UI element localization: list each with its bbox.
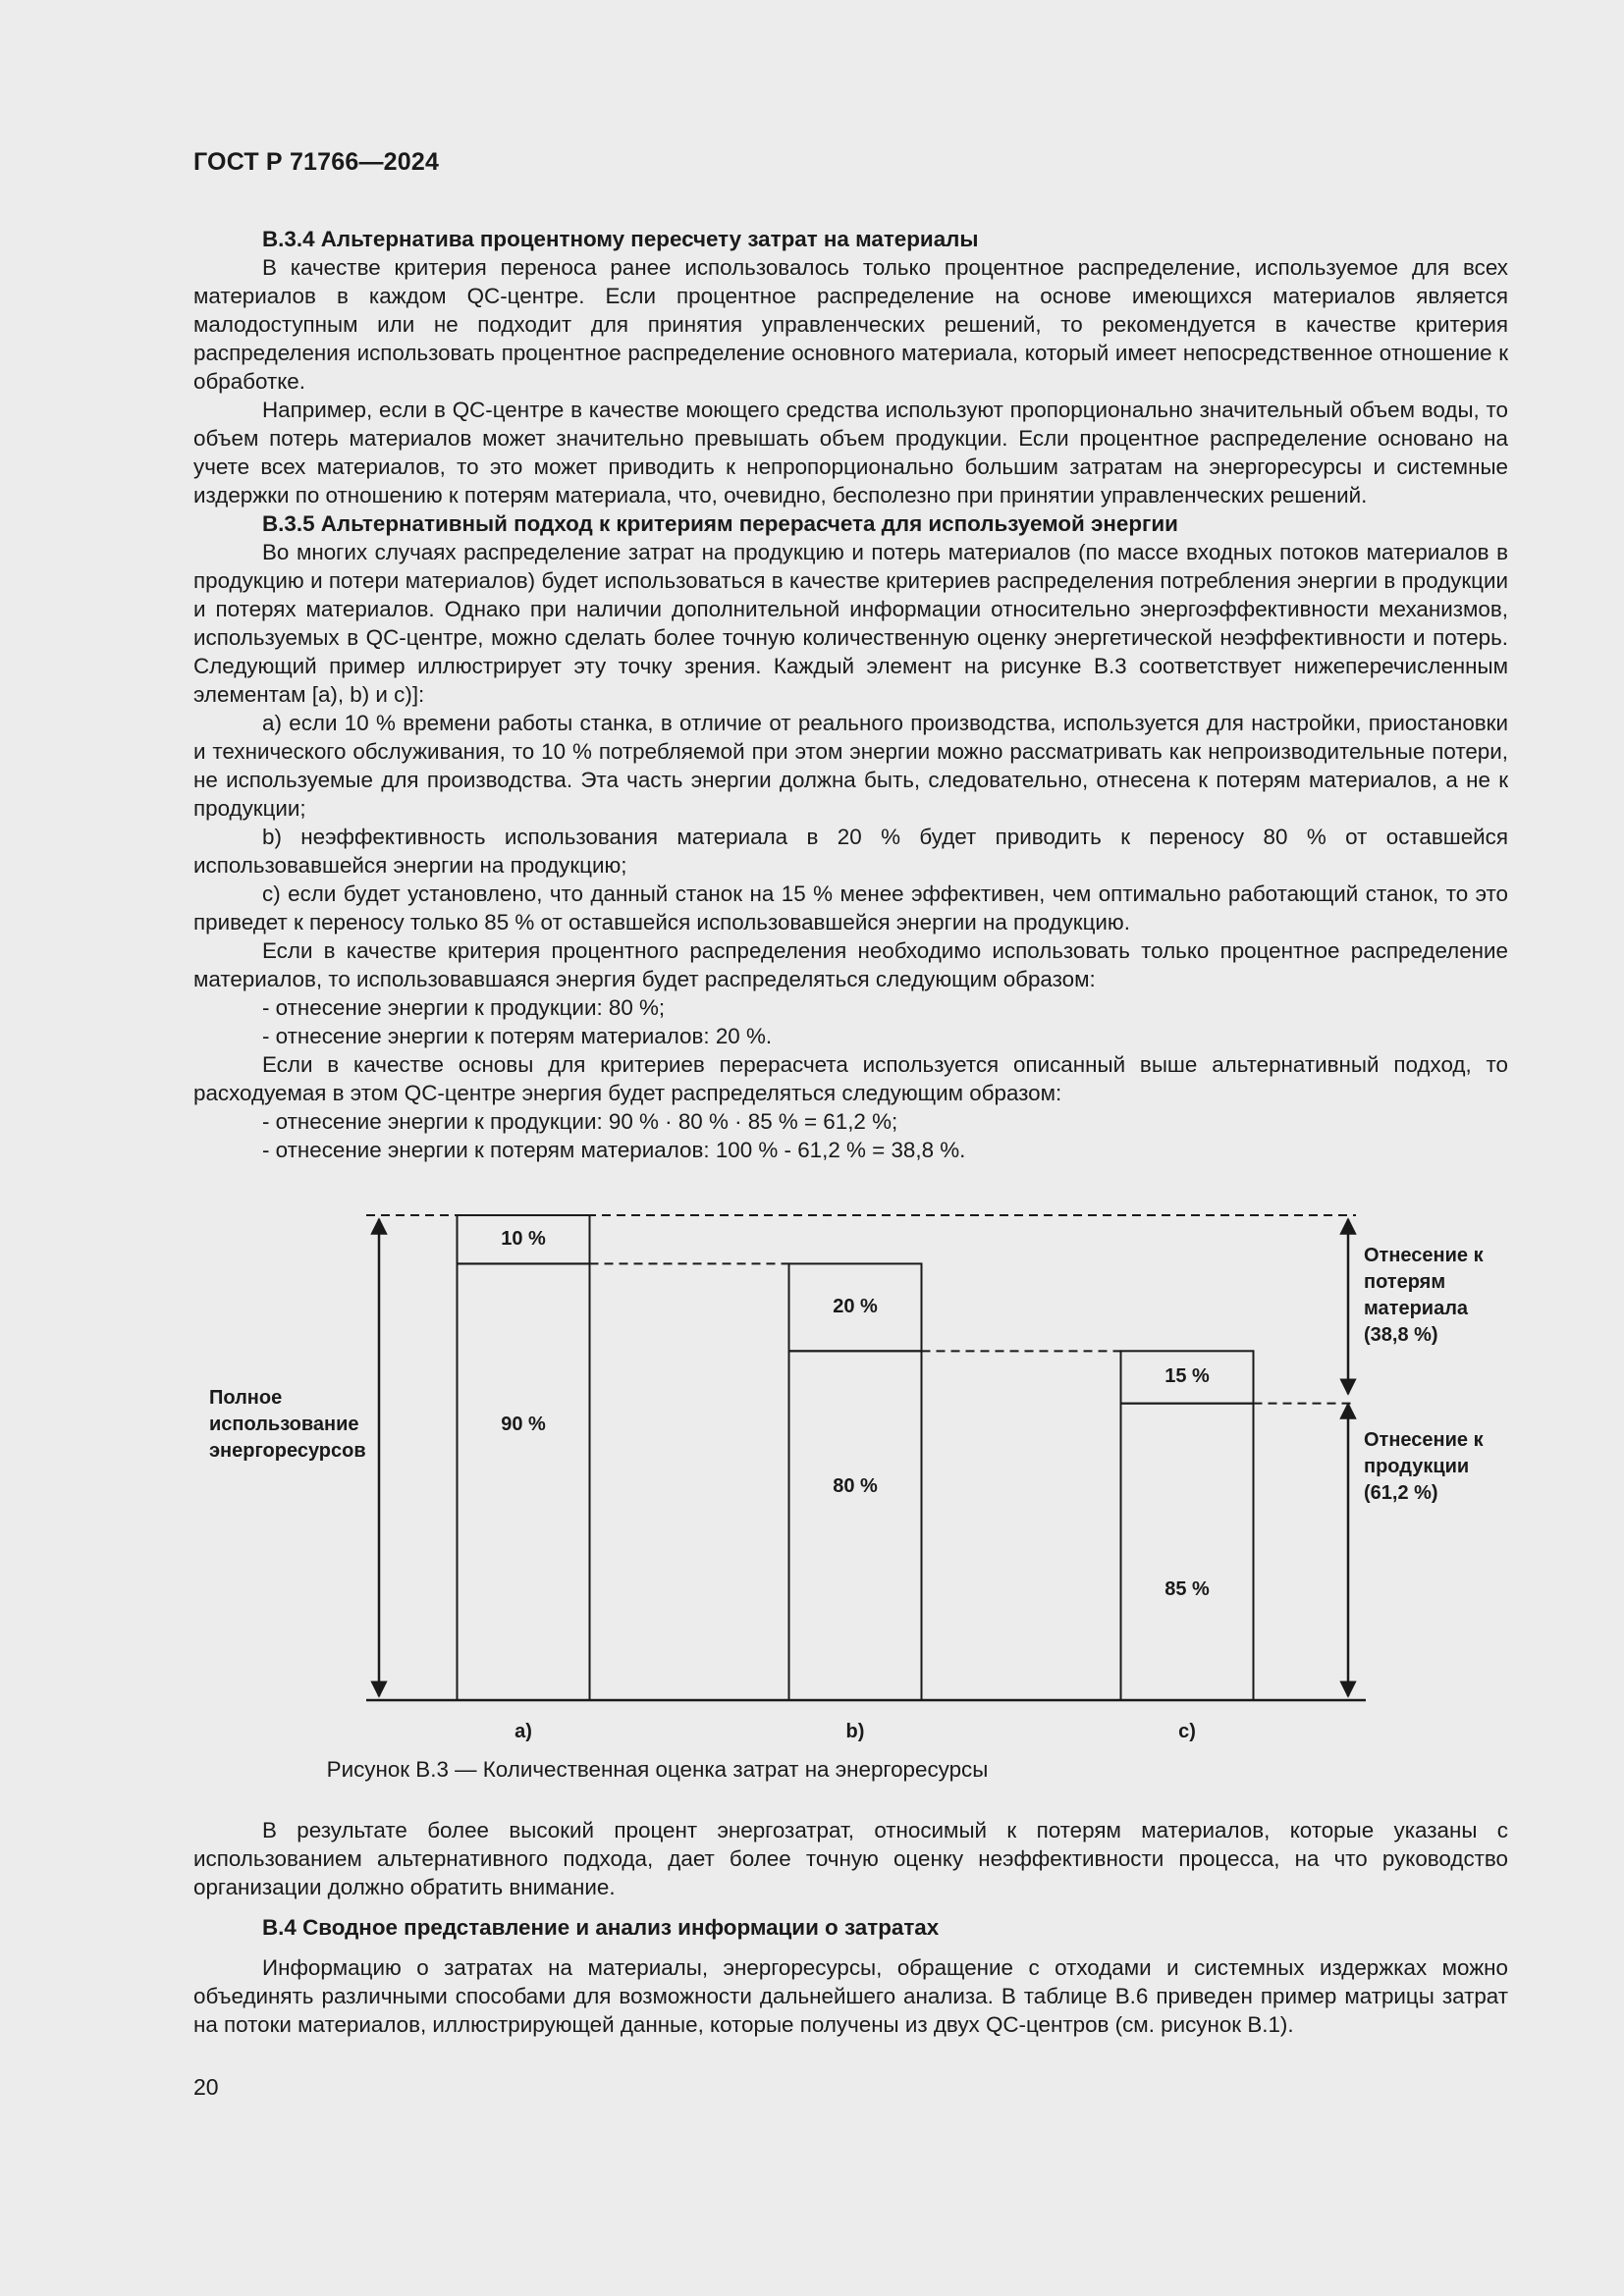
- bar-lower-segment: [1121, 1404, 1254, 1700]
- figure-b3: [193, 1202, 1508, 1791]
- paragraph: Во многих случаях распределение затрат на продукцию и потерь материалов (по массе входных потоков материалов в продукцию и потери материалов) будет использоваться в качестве критериев распределения потребления энергии в продукции и потерях материалов. Однако при наличии дополнительной информации относительно энергоэффективности механизмов, используемых в QC-центре, можно сделать более точную количественную оценку энергетической неэффективности и потерь. Следующий пример иллюстрирует эту точку зрения. Каждый элемент на рисунке В.3 соответствует нижеперечисленным элементам [a), b) и c)]:: [193, 540, 1508, 707]
- dash-list-item: - отнесение энергии к потерям материалов: 20 %.: [262, 1024, 773, 1048]
- section-heading: В.4 Сводное представление и анализ информации о затратах: [262, 1915, 940, 1940]
- list-item-c: c) если будет установлено, что данный станок на 15 % менее эффективен, чем оптимально работающий станок, то это приведет к переносу только 85 % от оставшейся использовавшейся энергии на продукцию.: [193, 881, 1508, 934]
- paragraph: Информацию о затратах на материалы, энергоресурсы, обращение с отходами и системных издержках можно объединять различными способами для возможности дальнейшего анализа. В таблице В.6 приведен пример матрицы затрат на потоки материалов, иллюстрирующей данные, которые получены из двух QC-центров (см. рисунок В.1).: [193, 1955, 1508, 2037]
- section-heading: В.3.4 Альтернатива процентному пересчету затрат на материалы: [262, 227, 979, 251]
- bar-lower-label: 90 %: [501, 1413, 546, 1435]
- list-item-a: а) если 10 % времени работы станка, в отличие от реального производства, используется для настройки, приостановки и технического обслуживания, то 10 % потребляемой при этом энергии можно рассматривать как непроизводительные потери, не используемые для производства. Эта часть энергии должна быть, следовательно, отнесена к потерям материалов, а не к продукции;: [193, 711, 1508, 821]
- bar-lower-label: 85 %: [1164, 1578, 1210, 1601]
- dash-list-item: - отнесение энергии к продукции: 90 % · 80 % · 85 % = 61,2 %;: [262, 1109, 898, 1134]
- paragraph: Если в качестве критерия процентного распределения необходимо использовать только процентное распределение материалов, то использовавшаяся энергия будет распределяться следующим образом:: [193, 938, 1508, 991]
- bar-lower-segment: [789, 1351, 922, 1700]
- paragraph: Если в качестве основы для критериев перерасчета используется описанный выше альтернативный подход, то расходуемая в этом QC-центре энергия будет распределяться следующим образом:: [193, 1052, 1508, 1105]
- section-b34-b35: [193, 225, 1508, 1164]
- document-code: ГОСТ Р 71766—2024: [193, 148, 440, 176]
- page-number: 20: [193, 2074, 219, 2100]
- total-energy-label: Полное использование энергоресурсов: [209, 1387, 366, 1462]
- bar-upper-label: 10 %: [501, 1227, 546, 1250]
- category-label: b): [845, 1721, 865, 1742]
- paragraph: В качестве критерия переноса ранее использовалось только процентное распределение, используемое для всех материалов в каждом QC-центре. Если процентное распределение на основе имеющихся материалов является малодоступным или не подходит для принятия управленческих решений, то рекомендуется в качестве критерия распределения использовать процентное распределение основного материала, который имеет непосредственное отношение к обработке.: [193, 255, 1508, 394]
- product-share-label: Отнесение к продукции (61,2 %): [1364, 1429, 1484, 1504]
- section-heading: В.3.5 Альтернативный подход к критериям перерасчета для используемой энергии: [262, 511, 1178, 536]
- bar-upper-label: 15 %: [1164, 1364, 1210, 1387]
- paragraph: Например, если в QC-центре в качестве моющего средства используют пропорционально значительный объем воды, то объем потерь материалов может значительно превышать объем продукции. Если процентное распределение основано на учете всех материалов, то это может приводить к непропорционально большим затратам на энергоресурсы и системные издержки по отношению к потерям материала, что, очевидно, бесполезно при принятии управленческих решений.: [193, 398, 1508, 507]
- bar-upper-label: 20 %: [833, 1295, 878, 1317]
- dash-list-item: - отнесение энергии к потерям материалов: 100 % - 61,2 % = 38,8 %.: [262, 1138, 966, 1162]
- figure-caption: Рисунок В.3 — Количественная оценка затрат на энергоресурсы: [326, 1757, 989, 1782]
- bar-lower-segment: [458, 1263, 590, 1700]
- category-label: a): [514, 1721, 532, 1742]
- section-b4: [193, 1816, 1508, 2039]
- list-item-b: b) неэффективность использования материала в 20 % будет приводить к переносу 80 % от оставшейся использовавшейся энергии на продукцию;: [193, 825, 1508, 878]
- dash-list-item: - отнесение энергии к продукции: 80 %;: [262, 995, 666, 1020]
- paragraph: В результате более высокий процент энергозатрат, относимый к потерям материалов, которые указаны с использованием альтернативного подхода, дает более точную оценку неэффективности процесса, на что руководство организации должно обратить внимание.: [193, 1818, 1508, 1899]
- bar-lower-label: 80 %: [833, 1475, 878, 1498]
- loss-share-label: Отнесение к потерям материала (38,8 %): [1364, 1245, 1484, 1346]
- category-label: c): [1178, 1721, 1196, 1742]
